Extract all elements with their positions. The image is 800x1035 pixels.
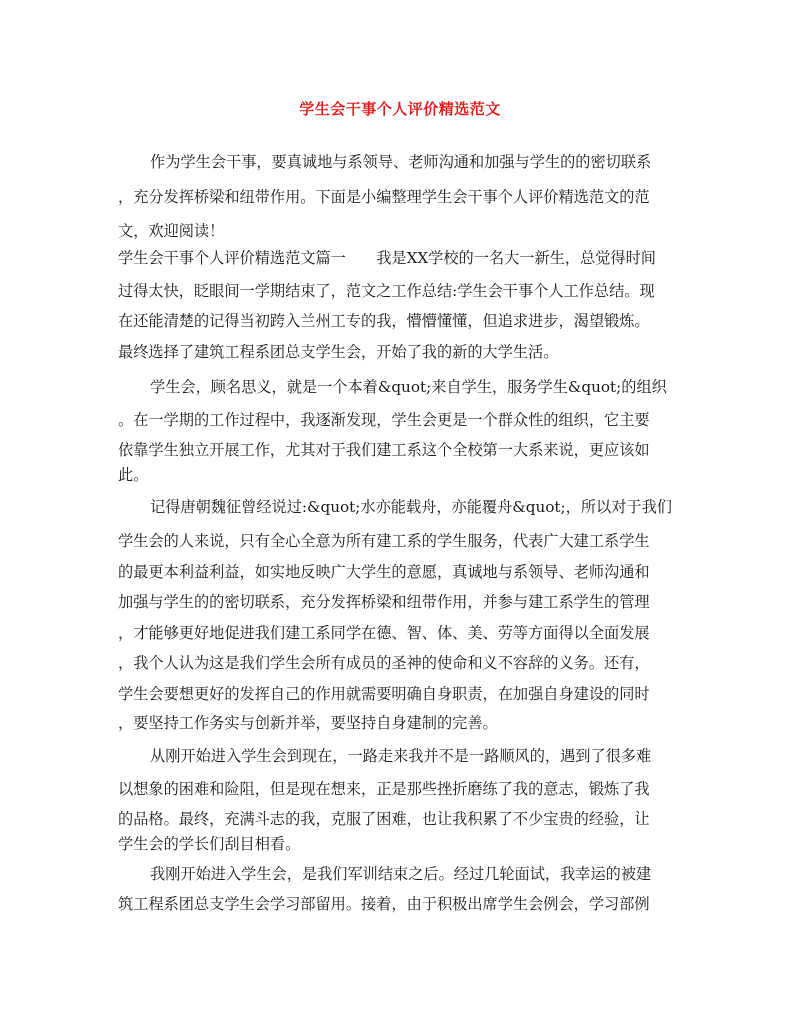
- paragraph-line: 学生会，顾名思义，就是一个本着&quot;来自学生，服务学生&quot;的组织: [150, 378, 667, 396]
- paragraph-line: 。在一学期的工作过程中，我逐渐发现，学生会更是一个群众性的组织，它主要: [118, 411, 650, 429]
- paragraph-line: 记得唐朝魏征曾经说过:&quot;水亦能载舟，亦能覆舟&quot;，所以对于我们: [150, 498, 672, 516]
- paragraph-line: 过得太快，眨眼间一学期结束了，范文之工作总结:学生会干事个人工作总结。现: [118, 282, 655, 300]
- paragraph-line: 学生会干事个人评价精选范文篇一 我是XX学校的一名大一新生，总觉得时间: [118, 249, 656, 267]
- paragraph-line: 从刚开始进入学生会到现在，一路走来我并不是一路顺风的，遇到了很多难: [150, 747, 652, 765]
- document-title: 学生会干事个人评价精选范文: [299, 100, 501, 118]
- paragraph-line: 学生会的人来说，只有全心全意为所有建工系的学生服务，代表广大建工系学生: [118, 532, 650, 550]
- paragraph-line: 学生会的学长们刮目相看。: [118, 835, 301, 853]
- paragraph-line: ，充分发挥桥梁和纽带作用。下面是小编整理学生会干事个人评价精选范文的范: [118, 188, 650, 206]
- paragraph-line: 最终选择了建筑工程系团总支学生会，开始了我的新的大学生活。: [118, 343, 559, 361]
- paragraph-line: 作为学生会干事，要真诚地与系领导、老师沟通和加强与学生的的密切联系: [150, 153, 652, 171]
- paragraph-line: 此。: [118, 466, 149, 484]
- paragraph-line: ，我个人认为这是我们学生会所有成员的圣神的使命和义不容辞的义务。还有，: [118, 654, 650, 672]
- paragraph-line: ，才能够更好地促进我们建工系同学在德、智、体、美、劳等方面得以全面发展: [118, 624, 650, 642]
- paragraph-line: 加强与学生的的密切联系，充分发挥桥梁和纽带作用，并参与建工系学生的管理: [118, 593, 650, 611]
- paragraph-line: 在还能清楚的记得当初跨入兰州工专的我，懵懵懂懂，但追求进步，渴望锻炼。: [118, 312, 650, 330]
- paragraph-line: 筑工程系团总支学生会学习部留用。接着，由于积极出席学生会例会，学习部例: [118, 895, 650, 913]
- paragraph-line: 依靠学生独立开展工作，尤其对于我们建工系这个全校第一大系来说，更应该如: [118, 441, 650, 459]
- paragraph-line: 学生会要想更好的发挥自己的作用就需要明确自身职责，在加强自身建设的同时: [118, 685, 650, 703]
- paragraph-line: 文，欢迎阅读！: [118, 222, 225, 240]
- paragraph-line: 的最更本利益利益，如实地反映广大学生的意愿，真诚地与系领导、老师沟通和: [118, 563, 650, 581]
- paragraph-line: ，要坚持工作务实与创新并举，要坚持自身建制的完善。: [118, 714, 498, 732]
- paragraph-line: 的品格。最终，充满斗志的我，克服了困难，也让我积累了不少宝贵的经验，让: [118, 810, 650, 828]
- paragraph-line: 以想象的困难和险阻，但是现在想来，正是那些挫折磨练了我的意志，锻炼了我: [118, 780, 650, 798]
- paragraph-line: 我刚开始进入学生会，是我们军训结束之后。经过几轮面试，我幸运的被建: [150, 865, 652, 883]
